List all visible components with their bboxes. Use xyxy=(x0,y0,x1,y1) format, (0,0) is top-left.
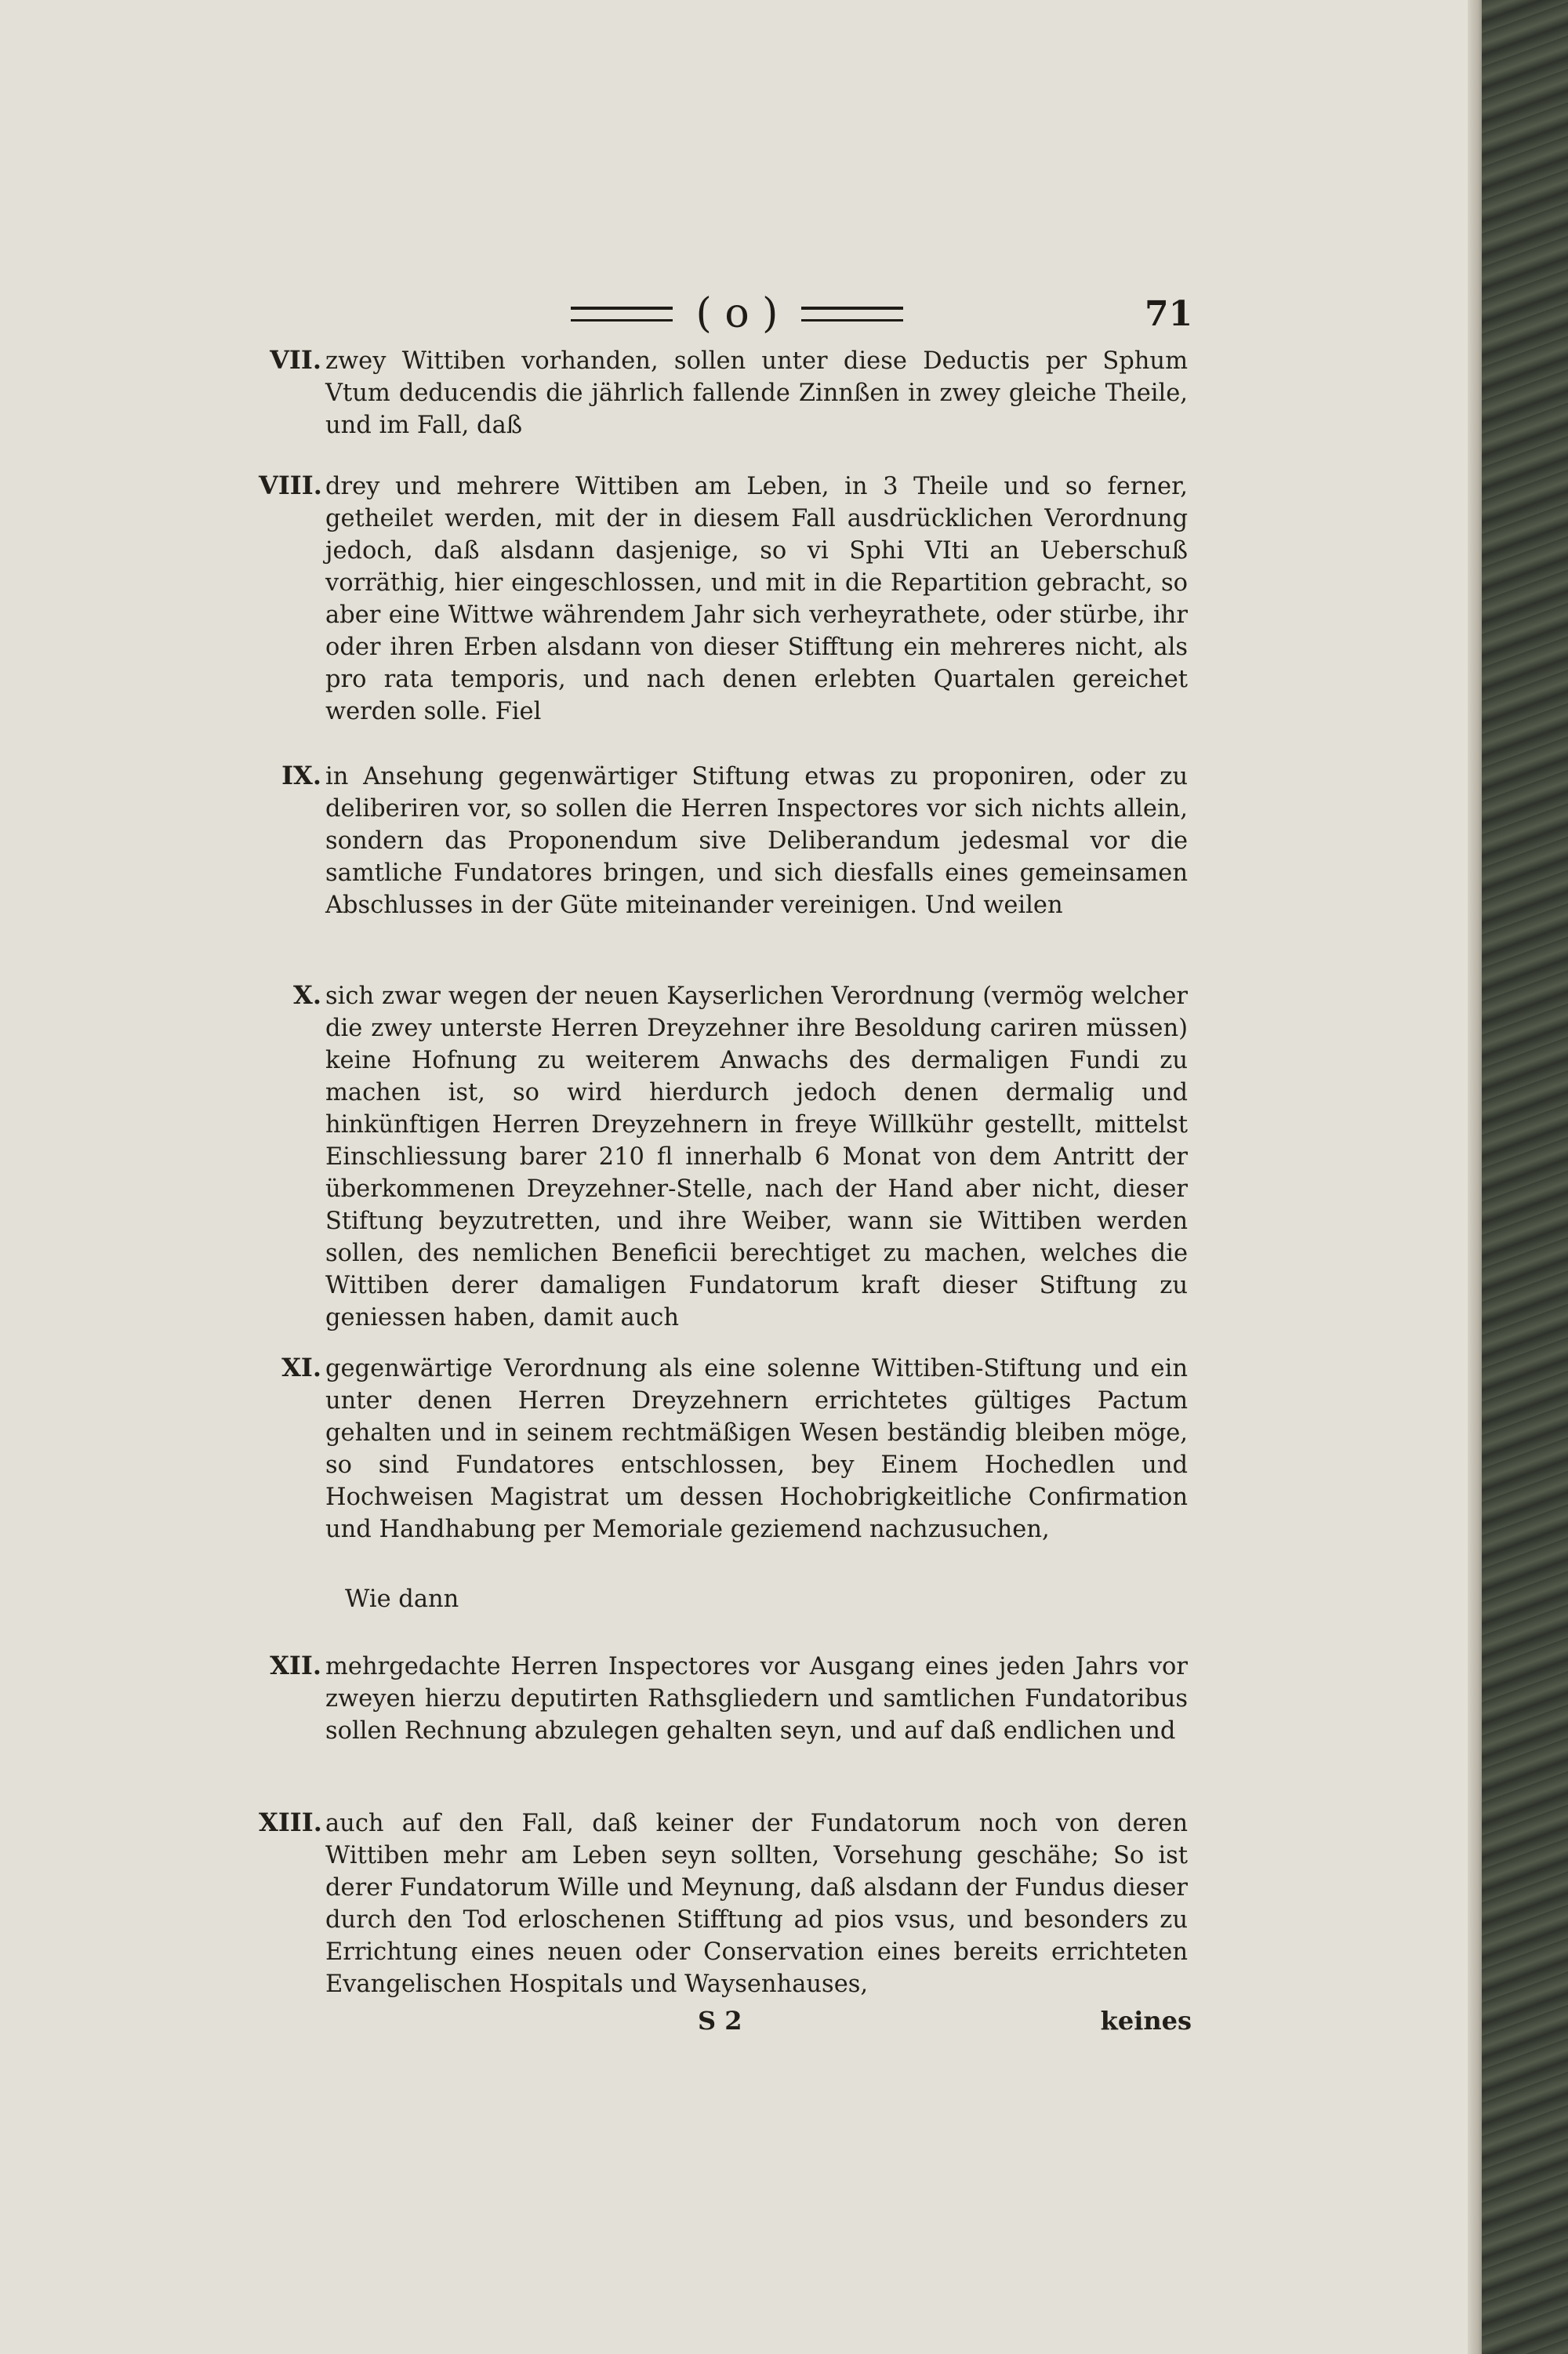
section-numeral: VIII. xyxy=(259,470,322,500)
section-text: drey und mehrere Wittiben am Leben, in 3 Theile und so ferner, getheilet werden, mit der in diesem Fall ausdrücklichen Verordnung jedoch, daß alsdann dasjenige, so vi Sphi VIti an Ueberschuß vorräthig, hier eingeschlossen, und mit in die Repartition gebracht, so aber eine Wittwe währendem Jahr sich verheyrathete, oder stürbe, ihr oder ihren Erben alsdann von dieser Stifftung ein mehreres nicht, als pro rata temporis, und nach denen erlebten Quartalen gereichet werden solle. Fiel xyxy=(325,473,1188,725)
section-numeral: XII. xyxy=(270,1651,321,1680)
section-numeral: XIII. xyxy=(259,1807,322,1837)
section-text: sich zwar wegen der neuen Kayserlichen Verordnung (vermög welcher die zwey unterste Herren Dreyzehner ihre Besoldung cariren müssen) keine Hofnung zu weiterem Anwachs des dermaligen Fundi zu machen ist, so wird hierdurch jedoch denen dermalig und hinkünftigen Herren Dreyzehnern in freye Willkühr gestellt, mittelst Einschliessung barer 210 fl innerhalb 6 Monat von dem Antritt der überkommenen Dreyzehner-Stelle, nach der Hand aber nicht, dieser Stiftung beyzutretten, und ihre Weiber, wann sie Wittiben werden sollen, des nemlichen Beneficii berechtiget zu machen, welches die Wittiben derer damaligen Fundatorum kraft dieser Stiftung zu geniessen haben, damit auch xyxy=(325,983,1188,1331)
section-numeral: VII. xyxy=(270,345,321,375)
signature-mark: S 2 xyxy=(698,2006,742,2036)
section-numeral: X. xyxy=(293,980,321,1010)
section-text: mehrgedachte Herren Inspectores vor Ausgang eines jeden Jahrs vor zweyen hierzu deputirten Rathsgliedern und samtlichen Fundatoribus sollen Rechnung abzulegen gehalten seyn, und auf daß endlichen und xyxy=(325,1653,1188,1745)
page-number: 71 xyxy=(1145,294,1193,334)
section-numeral: IX. xyxy=(281,761,321,790)
catchword: keines xyxy=(1100,2006,1192,2036)
header-rule-left xyxy=(571,307,673,321)
interlude-text: Wie dann xyxy=(345,1586,459,1613)
section-numeral: XI. xyxy=(281,1353,321,1382)
page-mark: ( o ) xyxy=(695,290,779,337)
page-header xyxy=(541,282,933,345)
section-text: in Ansehung gegenwärtiger Stiftung etwas zu proponiren, oder zu deliberiren vor, so sollen die Herren Inspectores vor sich nichts allein, sondern das Proponendum sive Deliberandum jedesmal vor die samtliche Fundatores bringen, und sich diesfalls eines gemeinsamen Abschlusses in der Güte miteinander vereinigen. Und weilen xyxy=(325,763,1188,919)
section-text: zwey Wittiben vorhanden, sollen unter diese Deductis per Sphum Vtum deducendis die jährlich fallende Zinnßen in zwey gleiche Theile, und im Fall, daß xyxy=(325,347,1188,439)
page-footer xyxy=(698,2006,1192,2040)
section-text: gegenwärtige Verordnung als eine solenne Wittiben-Stiftung und ein unter denen Herren Dreyzehnern errichtetes gültiges Pactum gehalten und in seinem rechtmäßigen Wesen beständig bleiben möge, so sind Fundatores entschlossen, bey Einem Hochedlen und Hochweisen Magistrat um dessen Hochobrigkeitliche Confirmation und Handhabung per Memoriale geziemend nachzusuchen, xyxy=(325,1355,1188,1543)
header-rule-right xyxy=(801,307,903,321)
section-text: auch auf den Fall, daß keiner der Fundatorum noch von deren Wittiben mehr am Leben seyn sollten, Vorsehung geschähe; So ist derer Fundatorum Wille und Meynung, daß alsdann der Fundus dieser durch den Tod erloschenen Stifftung ad pios vsus, und besonders zu Errichtung eines neuen oder Conservation eines bereits errichteten Evangelischen Hospitals und Waysenhauses, xyxy=(325,1810,1188,1998)
marbled-cover-edge xyxy=(1482,0,1568,2354)
